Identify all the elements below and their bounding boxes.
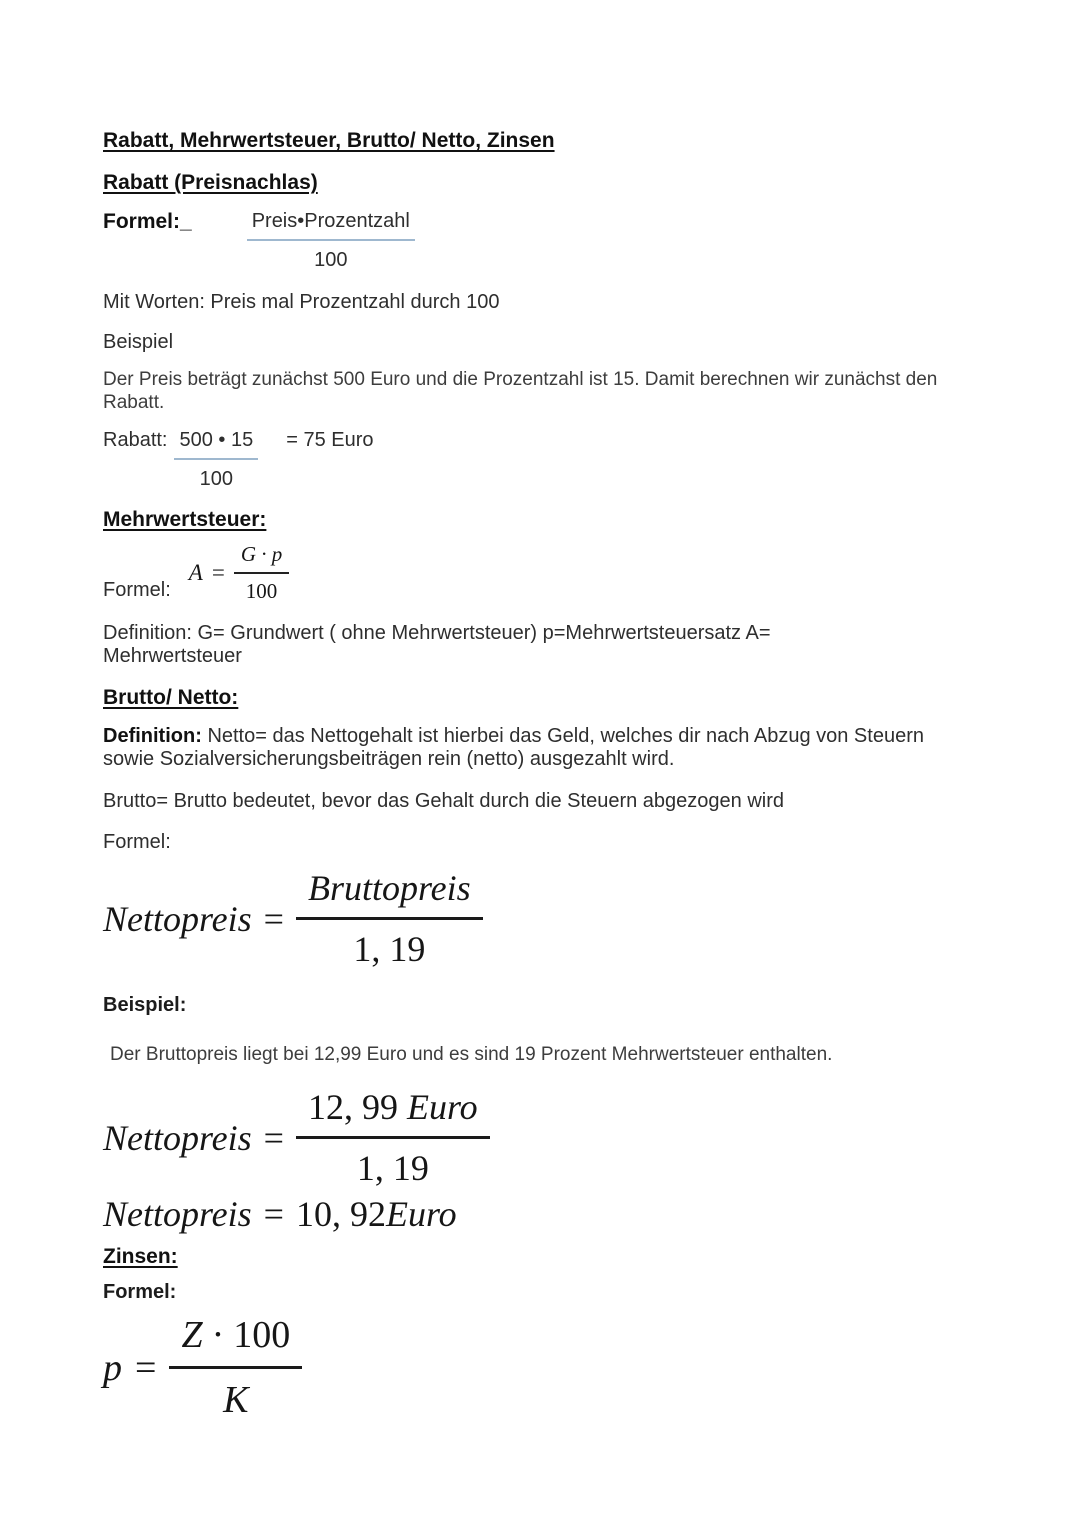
nettopreis-result-formula <box>103 1192 457 1236</box>
multiplication-dot: · <box>211 1314 225 1356</box>
equals-sign: = <box>263 898 284 939</box>
numerator-value: 12, 99 <box>307 1087 407 1127</box>
zinsen-formel-label: Formel: <box>103 1281 177 1303</box>
rabatt-beispiel-text: Der Preis beträgt zunächst 500 Euro und die Prozentzahl ist 15. Damit berechnen wir zunächst den Rabatt. <box>103 369 938 413</box>
zinsen-heading: Zinsen: <box>103 1245 178 1268</box>
mehrwertsteuer-formula <box>189 542 289 604</box>
nettopreis-general-formula <box>103 866 483 971</box>
zinsen-formula <box>103 1312 302 1423</box>
nettopreis-example-formula <box>103 1085 490 1190</box>
formula-lhs: Nettopreis <box>103 1117 252 1158</box>
numerator-value: 100 <box>233 1314 291 1356</box>
rabatt-formel-label: Formel:_ <box>103 210 192 233</box>
definition-label: Definition: <box>103 725 202 747</box>
rabatt-formula-numerator: Preis•Prozentzahl <box>247 209 415 241</box>
rabatt-calc-row <box>103 428 980 492</box>
rabatt-calc-numerator: 500 • 15 <box>174 428 258 460</box>
equals-sign: = <box>135 1346 157 1389</box>
equals-sign: = <box>211 560 225 585</box>
brutto-netto-formel-label: Formel: <box>103 831 171 853</box>
mehrwertsteuer-definition: Definition: G= Grundwert ( ohne Mehrwertsteuer) p=Mehrwertsteuersatz A= Mehrwertsteuer <box>103 622 771 667</box>
formula-lhs: Nettopreis <box>103 898 252 939</box>
definition-text: Netto= das Nettogehalt ist hierbei das Geld, welches dir nach Abzug von Steuern sowie Sozialversicherungsbeiträgen rein (netto) ausgezahlt wird. <box>103 725 924 770</box>
formula-fraction <box>234 542 289 604</box>
doc-title: Rabatt, Mehrwertsteuer, Brutto/ Netto, Zinsen <box>103 129 555 152</box>
brutto-definition: Brutto= Brutto bedeutet, bevor das Gehalt durch die Steuern abgezogen wird <box>103 790 784 812</box>
rabatt-heading: Rabatt (Preisnachlas) <box>103 171 318 194</box>
result-value: 10, 92 <box>295 1194 386 1234</box>
formula-lhs: A <box>188 560 203 585</box>
mehrwertsteuer-heading: Mehrwertsteuer: <box>103 508 267 531</box>
equals-sign: = <box>263 1117 284 1158</box>
nettopreis-result-row <box>103 1192 980 1236</box>
nettopreis-general-formula-row <box>103 866 980 971</box>
brutto-netto-beispiel-label: Beispiel: <box>103 994 187 1016</box>
formula-fraction <box>296 866 483 971</box>
netto-definition <box>103 725 941 771</box>
formula-numerator <box>169 1312 302 1369</box>
rabatt-formula-denominator: 100 <box>314 249 348 271</box>
rabatt-calc-label: Rabatt: <box>103 429 168 451</box>
formula-fraction <box>169 1312 302 1423</box>
formula-denominator: 100 <box>245 579 278 603</box>
brutto-netto-beispiel-text: Der Bruttopreis liegt bei 12,99 Euro und es sind 19 Prozent Mehrwertsteuer enthalten. <box>110 1044 833 1065</box>
formula-denominator: K <box>223 1379 249 1421</box>
brutto-netto-heading: Brutto/ Netto: <box>103 686 239 709</box>
formula-numerator: Bruttopreis <box>296 866 483 920</box>
formula-fraction <box>296 1085 490 1190</box>
rabatt-calc-denominator: 100 <box>199 468 234 490</box>
zinsen-formula-row <box>103 1312 980 1423</box>
formula-denominator: 1, 19 <box>353 929 426 969</box>
mehrwertsteuer-formula-row <box>103 542 980 604</box>
rabatt-calc-result: = 75 Euro <box>286 429 374 451</box>
mit-worten-line: Mit Worten: Preis mal Prozentzahl durch 100 <box>103 291 500 313</box>
rabatt-beispiel-label: Beispiel <box>103 331 174 353</box>
result-unit: Euro <box>385 1194 457 1234</box>
formula-numerator <box>296 1085 490 1139</box>
equals-sign: = <box>263 1194 284 1234</box>
rabatt-calc-fraction <box>174 428 258 492</box>
numerator-variable: Z <box>181 1314 203 1356</box>
formula-numerator: G · p <box>234 542 289 574</box>
formula-denominator: 1, 19 <box>356 1148 429 1188</box>
rabatt-formula-fraction <box>247 209 415 273</box>
mehrwertsteuer-formel-label: Formel: <box>103 579 171 601</box>
nettopreis-example-formula-row <box>103 1085 980 1190</box>
rabatt-formula-row <box>103 209 980 273</box>
formula-lhs: p <box>103 1346 122 1389</box>
numerator-unit: Euro <box>406 1087 478 1127</box>
formula-lhs: Nettopreis <box>103 1194 252 1234</box>
